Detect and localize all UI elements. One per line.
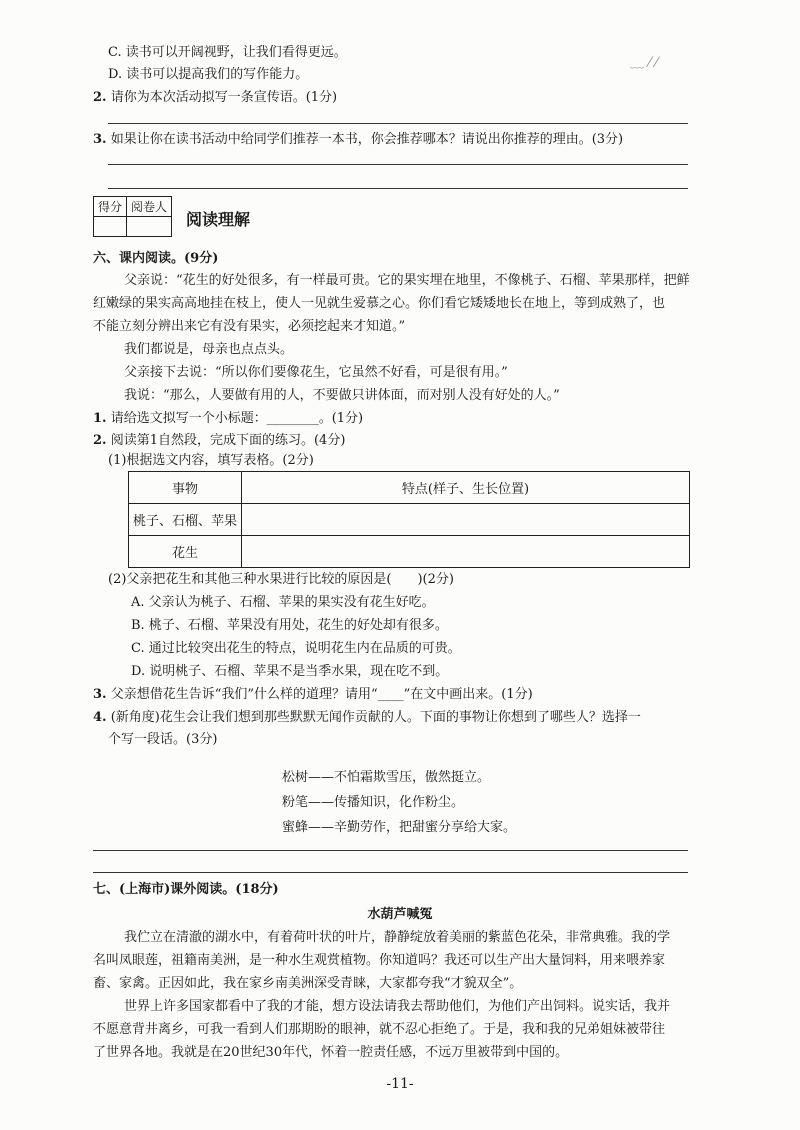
passage-line: 我伫立在清澈的湖水中，有着荷叶状的叶片，静静绽放着美丽的紫蓝色花朵，非常典雅。我的学 bbox=[124, 930, 671, 945]
answer-line bbox=[108, 123, 688, 124]
answer-line bbox=[93, 850, 688, 851]
question-text: 请你为本次活动拟写一条宣传语。(1分) bbox=[110, 90, 338, 105]
s6-q2-sub2: (2)父亲把花生和其他三种水果进行比较的原因是( )(2分) bbox=[108, 572, 454, 587]
question-number: 1. bbox=[93, 411, 107, 426]
question-number: 3. bbox=[93, 687, 107, 702]
answer-line bbox=[108, 164, 688, 165]
passage-line: 不能立刻分辨出来它有没有果实，必须挖起来才知道。” bbox=[93, 319, 406, 334]
question-number: 3. bbox=[93, 132, 107, 147]
choice-b: B. 桃子、石榴、苹果没有用处，花生的好处却有很多。 bbox=[131, 618, 448, 633]
question-number: 2. bbox=[93, 90, 107, 105]
question-text: 请给选文拟写一个小标题：________。(1分) bbox=[110, 411, 364, 426]
passage-line: 畜、家禽。正因如此，我在家乡南美洲深受青睐，大家都夸我“才貌双全”。 bbox=[93, 976, 523, 991]
choice-d: D. 说明桃子、石榴、苹果不是当季水果，现在吃不到。 bbox=[131, 664, 449, 679]
passage-line: 不愿意背井离乡，可我一看到人们那期盼的眼神，就不忍心拒绝了。于是，我和我的兄弟姐妹被带往 bbox=[93, 1022, 666, 1037]
option-d: D. 读书可以提高我们的写作能力。 bbox=[108, 67, 309, 82]
passage-line: 父亲接下去说：“所以你们要像花生，它虽然不好看，可是很有用。” bbox=[124, 365, 508, 380]
passage-line: 父亲说：“花生的好处很多，有一样最可贵。它的果实埋在地里，不像桃子、石榴、苹果那样，把鲜 bbox=[124, 273, 690, 288]
section-7-heading: 七、(上海市)课外阅读。(18分) bbox=[93, 882, 279, 897]
answer-line bbox=[93, 872, 688, 873]
table-row-label: 花生 bbox=[129, 536, 242, 568]
question-text: (新角度)花生会让我们想到那些默默无闻作贡献的人。下面的事物让你想到了哪些人？选择一 bbox=[110, 710, 641, 725]
passage-line: 了世界各地。我就是在20世纪30年代，怀着一腔责任感，不远万里被带到中国的。 bbox=[93, 1045, 569, 1060]
answer-line bbox=[108, 188, 688, 189]
question-2 bbox=[93, 89, 337, 107]
table-answer-cell[interactable] bbox=[242, 536, 690, 568]
s6-question-2 bbox=[93, 432, 345, 450]
question-number: 2. bbox=[93, 433, 107, 448]
question-3 bbox=[93, 131, 623, 149]
score-label: 得分 bbox=[94, 197, 127, 217]
table-answer-cell[interactable] bbox=[242, 504, 690, 536]
passage-line: 我们都说是，母亲也点点头。 bbox=[124, 342, 294, 357]
section-6-heading: 六、课内阅读。(9分) bbox=[93, 251, 219, 266]
passage-line: 我说：“那么，人要做有用的人，不要做只讲体面，而对别人没有好处的人。” bbox=[124, 388, 560, 403]
s6-q4-line2: 个写一段话。(3分) bbox=[108, 732, 218, 747]
prompt-item: 粉笔——传播知识，化作粉尘。 bbox=[282, 795, 465, 810]
table-header-feature: 特点(样子、生长位置) bbox=[242, 472, 690, 504]
fill-in-table bbox=[128, 471, 690, 568]
question-text: 父亲想借花生告诉“我们”什么样的道理？请用“____”在文中画出来。(1分) bbox=[110, 687, 533, 702]
choice-a: A. 父亲认为桃子、石榴、苹果的果实没有花生好吃。 bbox=[131, 595, 435, 610]
table-row-label: 桃子、石榴、苹果 bbox=[129, 504, 242, 536]
scan-smudge: ﹏ ⁄ ⁄ bbox=[630, 55, 658, 71]
s6-question-1 bbox=[93, 410, 363, 428]
s6-q2-sub1: (1)根据选文内容，填写表格。(2分) bbox=[108, 453, 314, 468]
grader-cell bbox=[127, 217, 172, 237]
prompt-item: 松树——不怕霜欺雪压，傲然挺立。 bbox=[282, 770, 491, 785]
score-cell bbox=[94, 217, 127, 237]
question-text: 阅读第1自然段，完成下面的练习。(4分) bbox=[110, 433, 346, 448]
option-c: C. 读书可以开阔视野，让我们看得更远。 bbox=[108, 45, 347, 60]
passage-line: 名叫凤眼莲，祖籍南美洲，是一种水生观赏植物。你知道吗？我还可以生产出大量饲料，用来喂养家 bbox=[93, 953, 666, 968]
choice-c: C. 通过比较突出花生的特点，说明花生内在品质的可贵。 bbox=[131, 641, 461, 656]
score-box bbox=[93, 196, 172, 237]
section-title: 阅读理解 bbox=[186, 210, 251, 229]
prompt-item: 蜜蜂——辛勤劳作，把甜蜜分享给大家。 bbox=[282, 820, 517, 835]
grader-label: 阅卷人 bbox=[127, 197, 172, 217]
s6-question-4 bbox=[93, 709, 641, 727]
s6-question-3 bbox=[93, 686, 533, 704]
passage-line: 红嫩绿的果实高高地挂在枝上，使人一见就生爱慕之心。你们看它矮矮地长在地上，等到成熟了，也 bbox=[93, 296, 666, 311]
article-title: 水葫芦喊冤 bbox=[367, 907, 433, 922]
passage-line: 世界上许多国家都看中了我的才能，想方设法请我去帮助他们，为他们产出饲料。说实话，我并 bbox=[124, 999, 671, 1014]
page-number: -11- bbox=[386, 1076, 414, 1092]
table-header-item: 事物 bbox=[129, 472, 242, 504]
question-number: 4. bbox=[93, 710, 107, 725]
question-text: 如果让你在读书活动中给同学们推荐一本书，你会推荐哪本？请说出你推荐的理由。(3分) bbox=[110, 132, 624, 147]
